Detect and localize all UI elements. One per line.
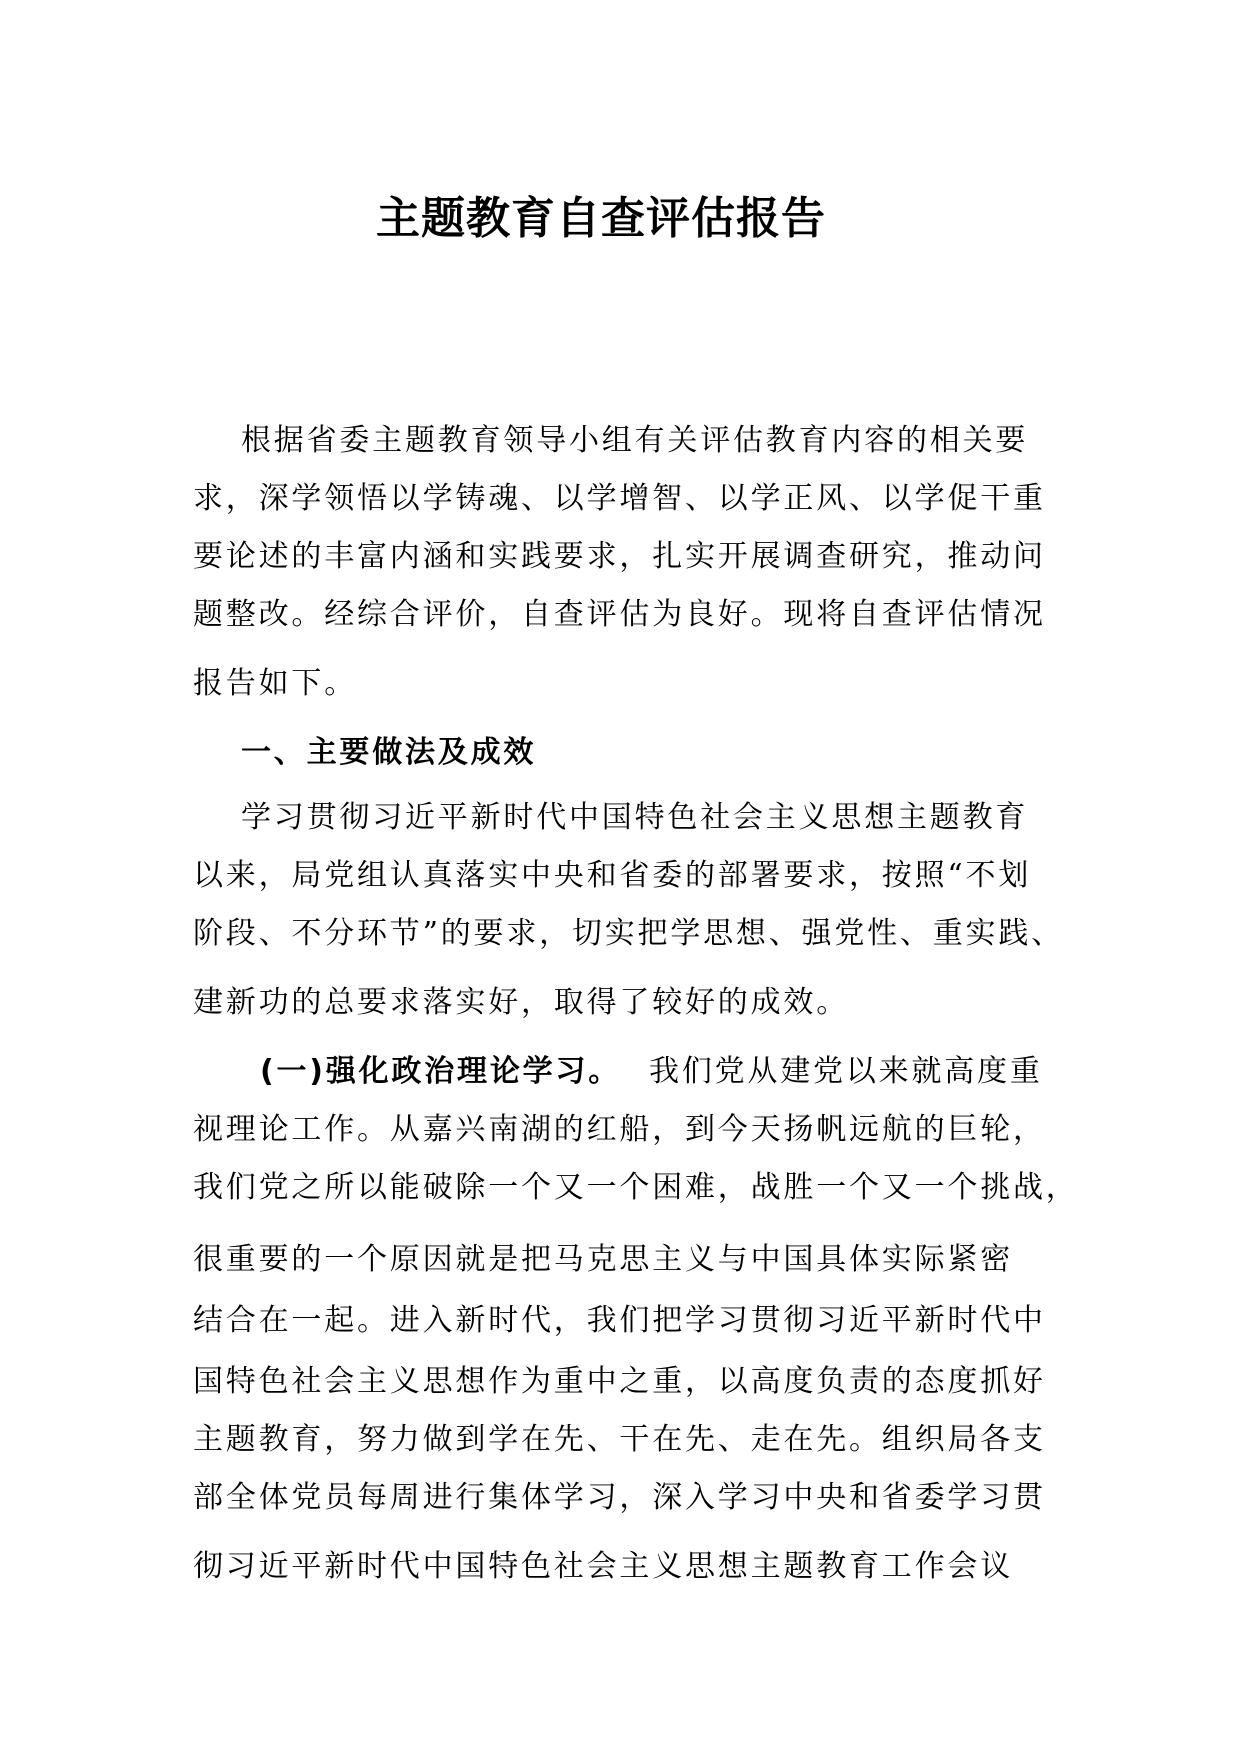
text-line: 要论述的丰富内涵和实践要求，扎实开展调查研究，推动问 [193, 539, 1046, 574]
document-body [193, 412, 1153, 1596]
text-line: 彻习近平新时代中国特色社会主义思想主题教育工作会议 [193, 1549, 1013, 1584]
text-line: 学习贯彻习近平新时代中国特色社会主义思想主题教育 [241, 800, 1029, 835]
text-line: 视理论工作。从嘉兴南湖的红船，到今天扬帆远航的巨轮， [193, 1112, 1046, 1147]
text-line: 阶段、不分环节”的要求，切实把学思想、强党性、重实践、 [193, 916, 1064, 951]
section-heading: 一、主要做法及成效 [241, 735, 537, 770]
text-line: 结合在一起。进入新时代，我们把学习贯彻习近平新时代中 [193, 1303, 1046, 1338]
text-line: 主题教育，努力做到学在先、干在先、走在先。组织局各支 [193, 1422, 1046, 1457]
text-line: 很重要的一个原因就是把马克思主义与中国具体实际紧密 [193, 1242, 1013, 1277]
text-line: 以来，局党组认真落实中央和省委的部署要求，按照“不划 [193, 858, 1032, 893]
intro-paragraph [193, 412, 1153, 713]
text-line: 报告如下。 [193, 666, 357, 701]
subsection-heading: (一)强化政治理论学习。 [260, 1054, 622, 1089]
text-line: 部全体党员每周进行集体学习，深入学习中央和省委学习贯 [193, 1480, 1046, 1515]
document-title: 主题教育自查评估报告 [376, 193, 826, 244]
text-line: 我们党之所以能破除一个又一个困难，战胜一个又一个挑战， [193, 1170, 1079, 1205]
text-line [193, 1043, 1153, 1101]
text-line: 题整改。经综合评价，自查评估为良好。现将自查评估情况 [193, 597, 1046, 632]
text-fragment: 我们党从建党以来就高度重 [649, 1054, 1043, 1089]
text-line: 根据省委主题教育领导小组有关评估教育内容的相关要 [241, 423, 1029, 458]
subsection-paragraph [193, 1043, 1153, 1596]
overview-paragraph [193, 789, 1153, 1032]
text-line: 国特色社会主义思想作为重中之重，以高度负责的态度抓好 [193, 1364, 1046, 1399]
text-line: 建新功的总要求落实好，取得了较好的成效。 [193, 985, 849, 1020]
text-line: 求，深学领悟以学铸魂、以学增智、以学正风、以学促干重 [193, 481, 1046, 516]
